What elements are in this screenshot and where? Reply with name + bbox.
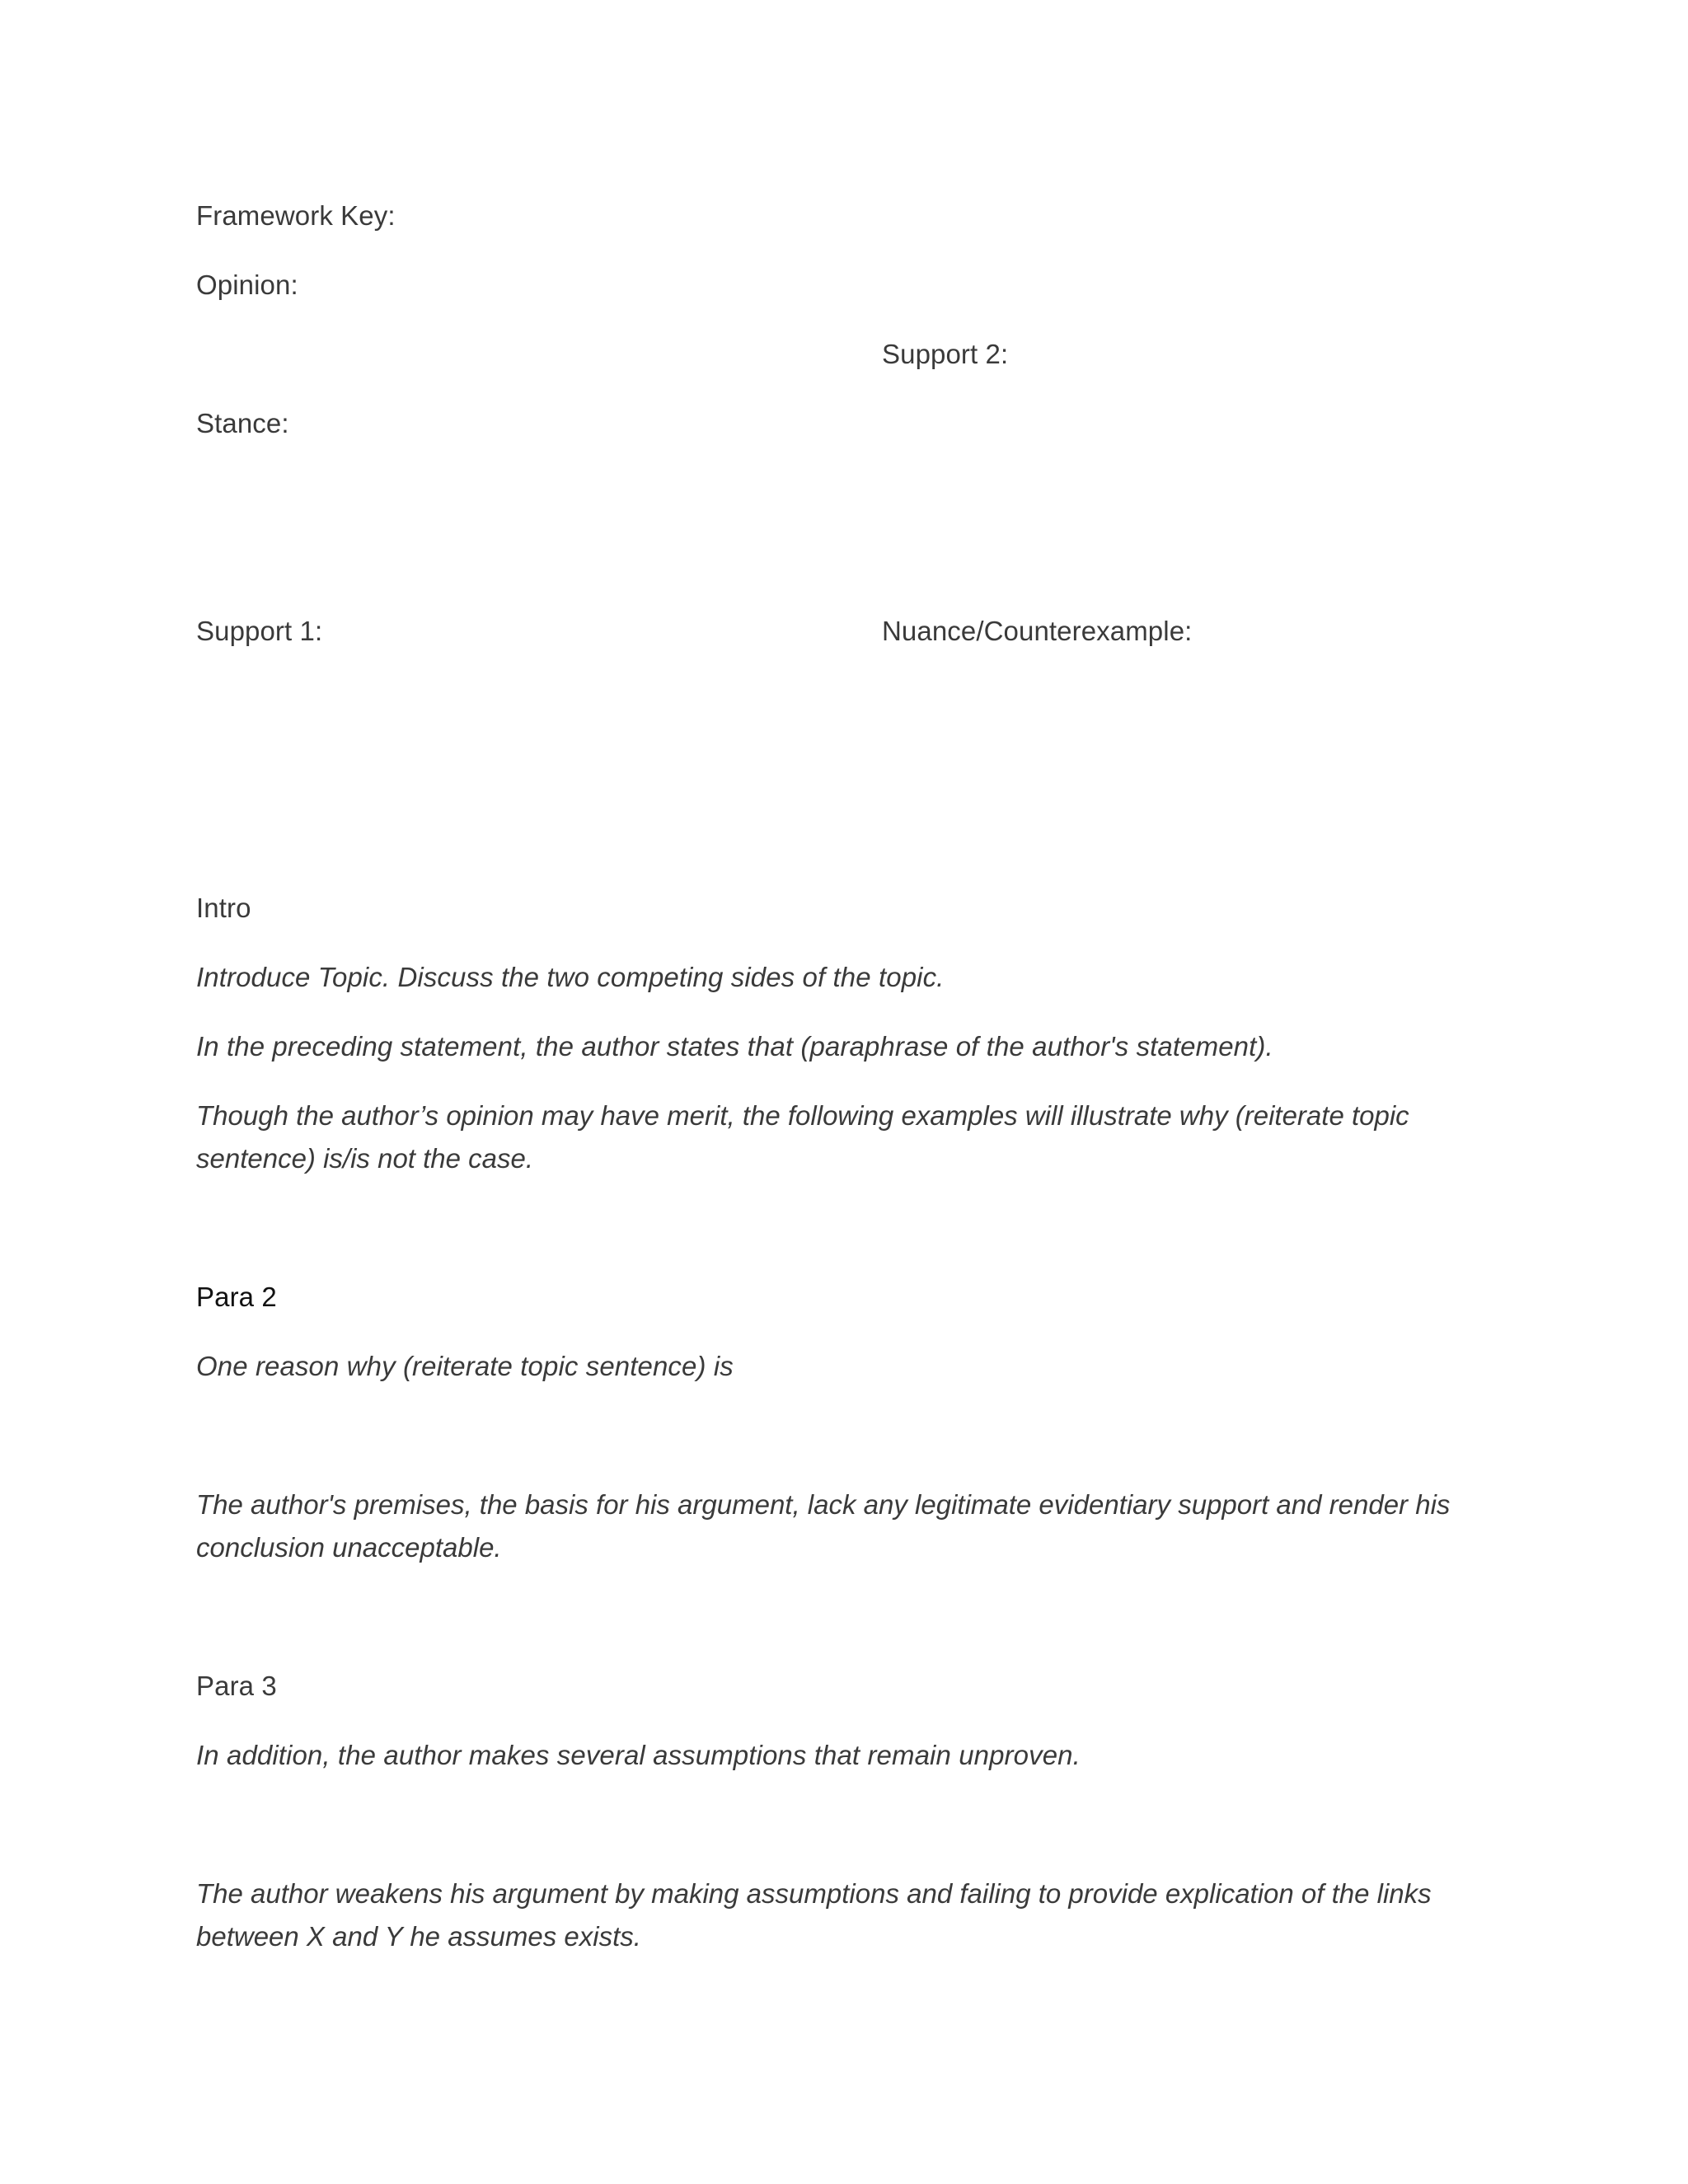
intro-paraphrase-line: In the preceding statement, the author states that (paraphrase of the author's statement).	[196, 1031, 1273, 1062]
stance-label: Stance:	[196, 408, 289, 438]
para-2-topic-line: One reason why (reiterate topic sentence) is	[196, 1351, 734, 1381]
nuance-counterexample-label: Nuance/Counterexample:	[882, 616, 1193, 646]
para-2-premises-line: The author's premises, the basis for his argument, lack any legitimate evidentiary support and render his conclusion unacceptable.	[196, 1489, 1451, 1563]
intro-thesis-line: Though the author’s opinion may have merit, the following examples will illustrate why (reiterate topic sentence) is/is not the case.	[196, 1100, 1409, 1174]
para-3-weakens-line: The author weakens his argument by making assumptions and failing to provide explication of the links between X and Y he assumes exists.	[196, 1878, 1432, 1952]
support-2-label: Support 2:	[882, 339, 1009, 369]
framework-key-title: Framework Key:	[196, 200, 396, 231]
para-2-heading: Para 2	[196, 1282, 277, 1312]
support-1-label: Support 1:	[196, 616, 323, 646]
opinion-label: Opinion:	[196, 269, 298, 300]
intro-instruction: Introduce Topic. Discuss the two competing sides of the topic.	[196, 962, 945, 992]
para-3-heading: Para 3	[196, 1671, 277, 1701]
intro-heading: Intro	[196, 893, 251, 923]
para-3-assumptions-line: In addition, the author makes several assumptions that remain unproven.	[196, 1740, 1081, 1770]
